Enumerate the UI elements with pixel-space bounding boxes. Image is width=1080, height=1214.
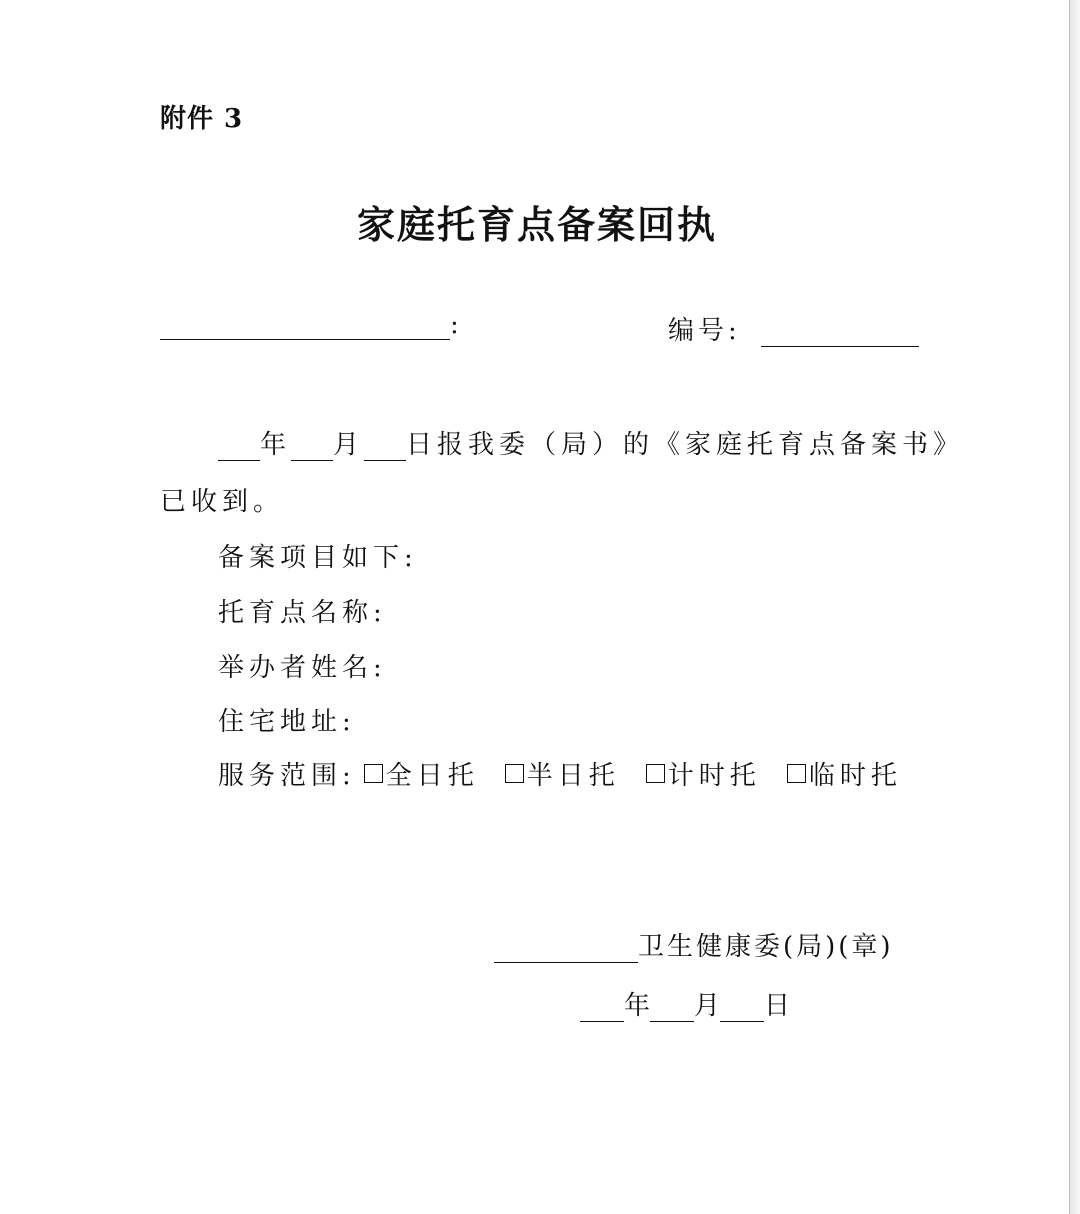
receipt-month-blank[interactable]: [291, 432, 333, 461]
checkbox-half-day[interactable]: [505, 764, 524, 783]
signature-line: [494, 926, 894, 963]
authority-seal-label: 卫生健康委(局)(章): [638, 932, 894, 962]
address-label: 住宅地址:: [218, 707, 356, 737]
option-temporary-label: 临时托: [808, 761, 902, 791]
option-hourly[interactable]: [646, 755, 761, 792]
organizer-name-label: 举办者姓名:: [218, 653, 387, 683]
number-blank[interactable]: [761, 318, 919, 347]
option-full-day-label: 全日托: [385, 761, 479, 791]
receipt-day-blank[interactable]: [364, 432, 406, 461]
footer-day-blank[interactable]: [720, 993, 764, 1022]
receipt-day-text: 日报我委（局）的《家庭托育点备案书》: [406, 430, 965, 460]
footer-month-blank[interactable]: [650, 993, 694, 1022]
footer-month-label: 月: [694, 991, 721, 1021]
option-temporary[interactable]: [787, 755, 902, 792]
attachment-label: 附件 3: [160, 104, 244, 134]
receipt-year-blank[interactable]: [218, 432, 260, 461]
page-edge: [1069, 0, 1070, 1214]
receipt-year-label: 年: [260, 430, 292, 460]
service-scope-label: 服务范围:: [218, 761, 356, 791]
checkbox-hourly[interactable]: [646, 764, 665, 783]
items-intro: 备案项目如下:: [218, 543, 418, 573]
received-text: 已收到。: [160, 487, 285, 517]
option-hourly-label: 计时托: [667, 761, 761, 791]
recipient-blank[interactable]: [160, 311, 450, 340]
checkbox-full-day[interactable]: [364, 764, 383, 783]
document-title: 家庭托育点备案回执: [356, 202, 717, 247]
receipt-line: [218, 424, 964, 461]
option-half-day-label: 半日托: [526, 761, 620, 791]
recipient-row: [160, 310, 459, 340]
nursery-name-label: 托育点名称:: [218, 598, 387, 628]
number-label: 编号:: [668, 316, 741, 346]
recipient-colon: :: [450, 310, 459, 340]
footer-day-label: 日: [764, 991, 791, 1021]
footer-year-label: 年: [624, 991, 651, 1021]
checkbox-temporary[interactable]: [787, 764, 806, 783]
option-full-day[interactable]: [364, 755, 479, 792]
page-edge-shadow: [1070, 0, 1080, 1214]
option-half-day[interactable]: [505, 755, 620, 792]
footer-date: [580, 985, 790, 1022]
number-row: [668, 310, 919, 347]
footer-year-blank[interactable]: [580, 993, 624, 1022]
authority-name-blank[interactable]: [494, 934, 638, 963]
service-scope-row: [218, 755, 902, 792]
receipt-month-label: 月: [333, 430, 365, 460]
